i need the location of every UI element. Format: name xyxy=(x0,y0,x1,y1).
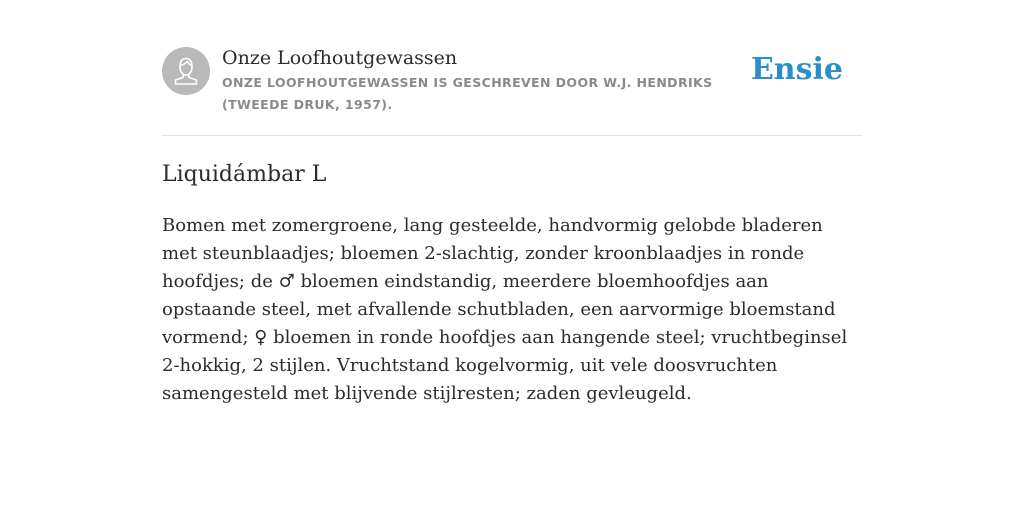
source-info xyxy=(222,46,752,116)
entry-body: Bomen met zomergroene, lang gesteelde, handvormig gelobde bladeren met steunblaadjes; bloemen 2-slachtig, zonder kroonblaadjes in ronde hoofdjes; de ♂ bloemen eindstandig, meerdere bloemhoofdjes aan opstaande steel, met afvallende schutbladen, een aarvormige bloemstand vormend; ♀ bloemen in ronde hoofdjes aan hangende steel; vruchtbeginsel 2-hokkig, 2 stijlen. Vruchtstand kogelvormig, uit vele doosvruchten samengesteld met blijvende stijlresten; zaden gevleugeld. xyxy=(162,215,848,404)
source-avatar xyxy=(162,47,210,95)
source-description: ONZE LOOFHOUTGEWASSEN IS GESCHREVEN DOOR W.J. HENDRIKS (TWEEDE DRUK, 1957). xyxy=(222,75,713,112)
source-header xyxy=(162,46,862,136)
entry-title: Liquidámbar L xyxy=(162,162,327,187)
brand-logo[interactable]: Ensie xyxy=(750,52,843,87)
user-icon xyxy=(162,47,210,95)
source-title[interactable]: Onze Loofhoutgewassen xyxy=(222,47,458,69)
